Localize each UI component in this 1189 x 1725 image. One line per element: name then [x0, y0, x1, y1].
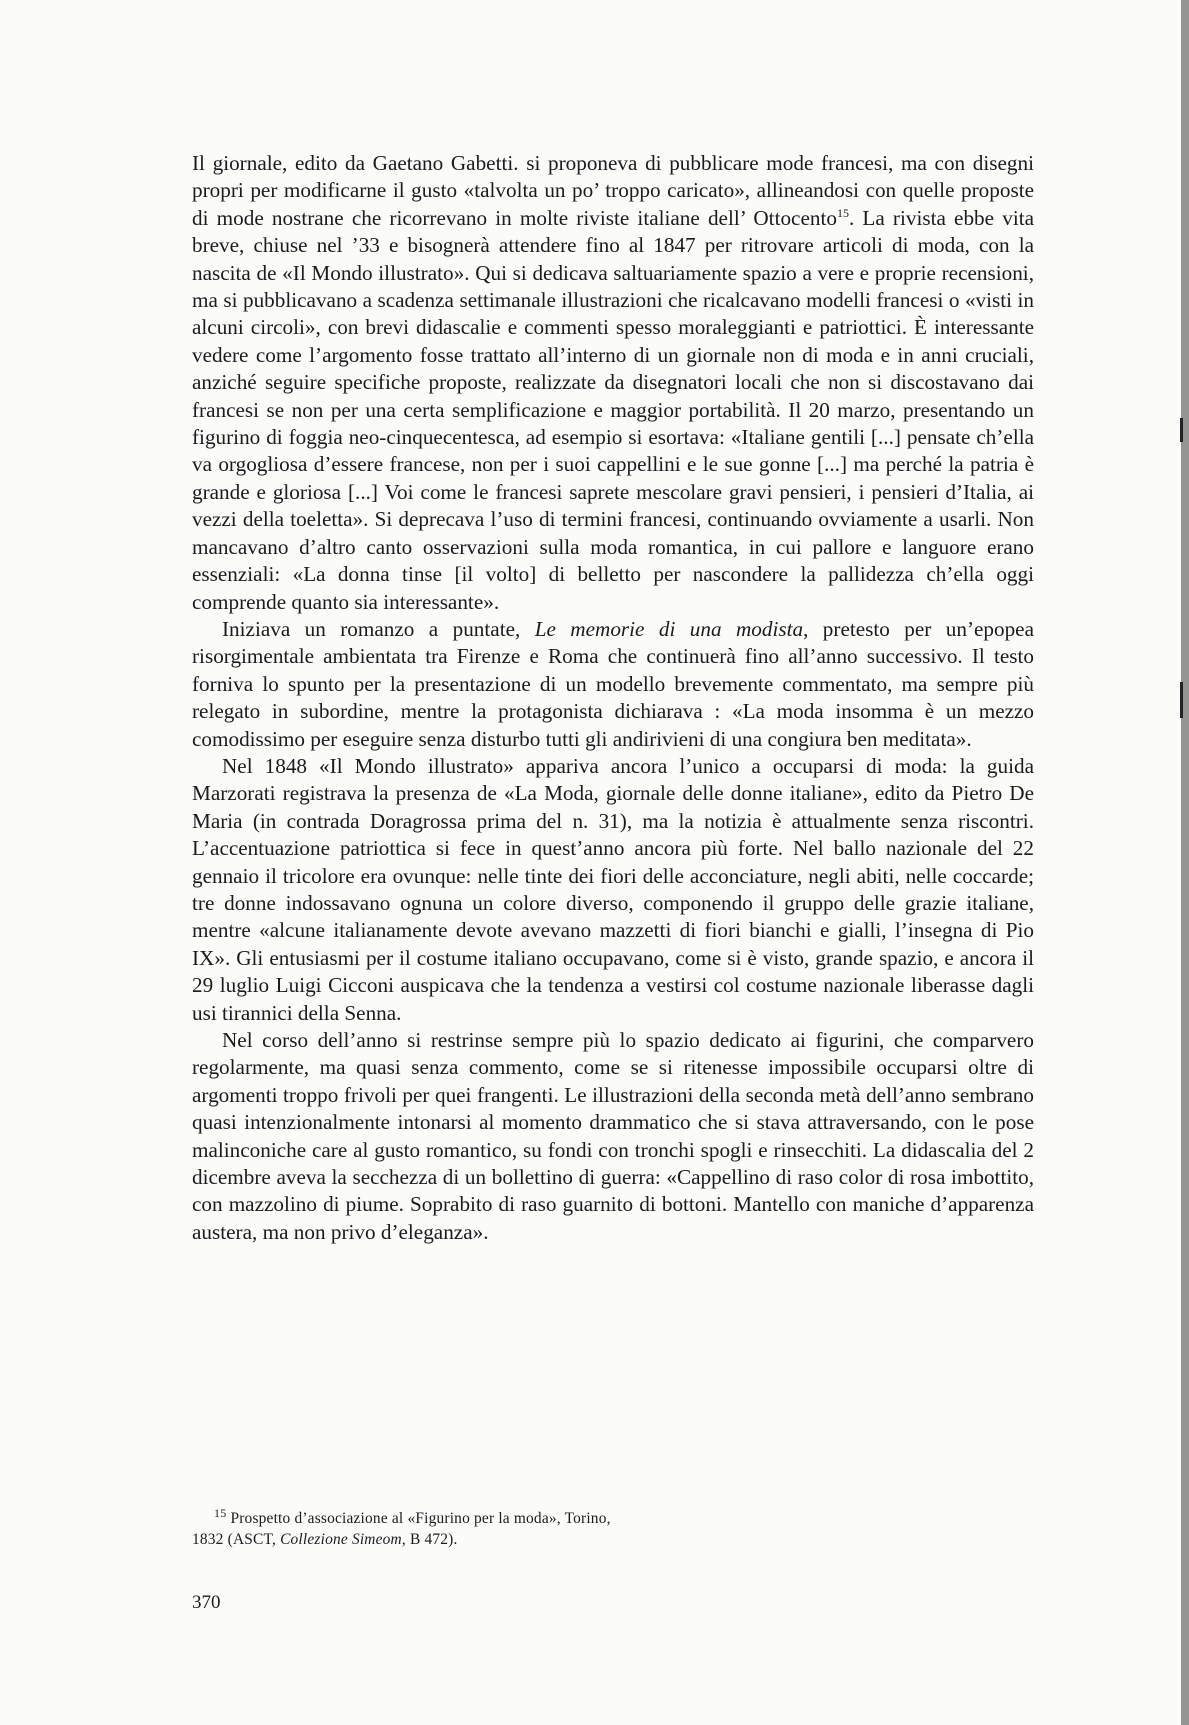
footnote — [192, 1505, 612, 1550]
paragraph-2 — [192, 616, 1034, 753]
footnote-text-before-title: Prospetto d’associazione al «Figurino per la moda», Torino, 1832 (ASCT, — [192, 1510, 611, 1548]
page-number: 370 — [192, 1592, 221, 1613]
footnote-number: 15 — [214, 1505, 227, 1520]
paragraph-1-text-after-note: . La rivista ebbe vita breve, chiuse nel ’33 e bisognerà attendere fino al 1847 per ritrovare articoli di moda, con la nascita de «Il Mondo illustrato». Qui si dedicava saltuariamente spazio a vere e proprie recensioni, ma si pubblicavano a scadenza settimanale illustrazioni che ricalcavano modelli francesi o «visti in alcuni circoli», con brevi didascalie e commenti spesso moraleggianti e patriottici. È interessante vedere come l’argomento fosse trattato all’interno di un giornale non di moda e in anni cruciali, anziché seguire specifiche proposte, realizzate da disegnatori locali che non si discostavano dai francesi se non per una certa semplificazione e maggior portabilità. Il 20 marzo, presentando un figurino di foggia neo-cinquecentesca, ad esempio si esortava: «Italiane gentili [...] pensate ch’ella va orgogliosa d’essere francese, non per i suoi cappellini e le sue gonne [...] ma perché la patria è grande e gloriosa [...] Voi come le francesi saprete mescolare gravi pensieri, i pensieri d’Italia, ai vezzi della toeletta». Si deprecava l’uso di termini francesi, continuando ovviamente a usarli. Non mancavano d’altro canto osservazioni sulla moda romantica, in cui pallore e languore erano essenziali: «La donna tinse [il volto] di belletto per nascondere la pallidezza ch’ella oggi comprende quanto sia interessante». — [192, 205, 1034, 614]
main-text — [192, 150, 1034, 1246]
novel-title: Le memorie di una modista — [534, 616, 804, 641]
paragraph-1 — [192, 150, 1034, 616]
paragraph-4: Nel corso dell’anno si restrinse sempre più lo spazio dedicato ai figurini, che comparvero regolarmente, ma quasi senza commento, come se si ritenesse impossibile occuparsi oltre di argomenti troppo frivoli per quei frangenti. Le illustrazioni della seconda metà dell’anno sembrano quasi intenzionalmente intonarsi al momento drammatico che si stava attraversando, con le pose malinconiche care al gusto romantico, su fondi con tronchi spogli e rinsecchiti. La didascalia del 2 dicembre aveva la secchezza di un bollettino di guerra: «Cappellino di raso color di rosa imbottito, con mazzolino di piume. Soprabito di raso guarnito di bottoni. Mantello con maniche d’apparenza austera, ma non privo d’eleganza». — [192, 1028, 1034, 1244]
footnote-text-after-title: , B 472). — [401, 1531, 458, 1548]
footnote-15 — [192, 1505, 612, 1550]
paragraph-1-text-before-note: Il giornale, edito da Gaetano Gabetti. si proponeva di pubblicare mode francesi, ma con disegni propri per modificarne il gusto «talvolta un po’ troppo caricato», allineandosi con quelle proposte di mode nostrane che ricorrevano in molte riviste italiane dell’ Ottocento — [192, 151, 1034, 230]
edge-mark-upper — [1180, 418, 1183, 442]
page-edge-shadow — [1181, 0, 1189, 1725]
edge-mark-lower — [1180, 682, 1183, 718]
paragraph-2-text-before-title: Iniziava un romanzo a puntate, — [222, 616, 535, 641]
footnote-collection-title: Collezione Simeom — [280, 1531, 402, 1548]
footnote-reference-15: 15 — [836, 205, 849, 220]
paragraph-2-text-after-title: , pretesto per un’epopea risorgimentale ambientata tra Firenze e Roma che continuerà fino all’anno successivo. Il testo forniva lo spunto per la presentazione di un modello brevemente commentato, ma sempre più relegato in subordine, mentre la protagonista dichiarava : «La moda insomma è un mezzo comodissimo per eseguire senza disturbo tutti gli andirivieni di una congiura ben meditata». — [192, 616, 1034, 751]
paragraph-3: Nel 1848 «Il Mondo illustrato» appariva ancora l’unico a occuparsi di moda: la guida Marzorati registrava la presenza de «La Moda, giornale delle donne italiane», edito da Pietro De Maria (in contrada Doragrossa prima del n. 31), ma la notizia è attualmente senza riscontri. L’accentuazione patriottica si fece in quest’anno ancora più forte. Nel ballo nazionale del 22 gennaio il tricolore era ovunque: nelle tinte dei fiori delle acconciature, negli abiti, nelle coccarde; tre donne indossavano ognuna un colore diverso, componendo il gruppo delle grazie italiane, mentre «alcune italianamente devote avevano mazzetti di fiori bianchi e gialli, l’insegna di Pio IX». Gli entusiasmi per il costume italiano occupavano, come si è visto, grande spazio, e ancora il 29 luglio Luigi Cicconi auspicava che la tendenza a vestirsi col costume nazionale liberasse dagli usi tirannici della Senna. — [192, 753, 1034, 1025]
